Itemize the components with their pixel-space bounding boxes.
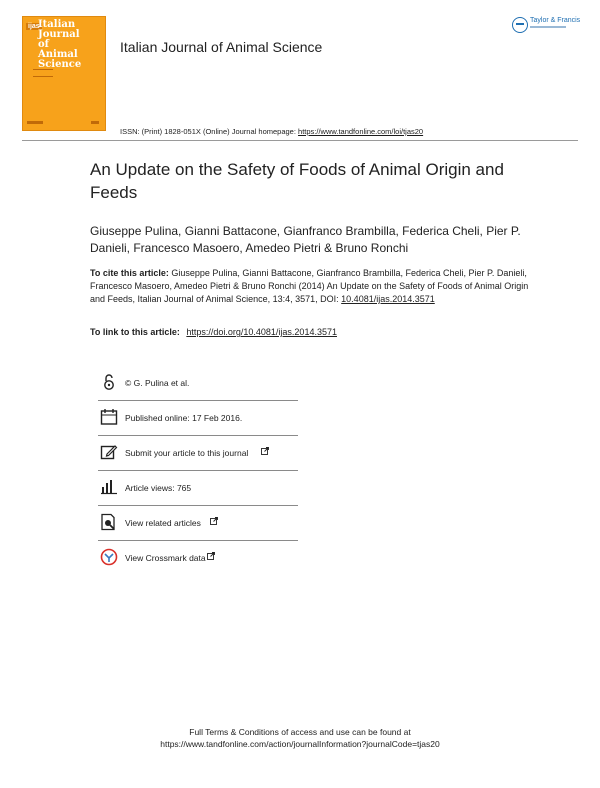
license-text: © G. Pulina et al. — [125, 378, 190, 388]
published-date-text: Published online: 17 Feb 2016. — [125, 413, 243, 423]
list-item-views — [98, 471, 298, 506]
external-link-icon — [210, 517, 218, 525]
external-link-icon — [261, 447, 269, 455]
footer-terms-link[interactable]: https://www.tandfonline.com/action/journalInformation?journalCode=tjas20 — [160, 739, 440, 749]
edit-icon — [100, 443, 118, 461]
submit-article-link[interactable]: Submit your article to this journal — [125, 448, 249, 458]
citation-block — [90, 267, 535, 306]
publisher-logo[interactable] — [512, 17, 582, 37]
article-authors: Giuseppe Pulina, Gianni Battacone, Gianfranco Brambilla, Federica Cheli, Pier P. Danieli, Francesco Masoero, Amedeo Pietri & Bruno Ronchi — [90, 224, 521, 255]
article-link-line — [90, 327, 337, 337]
cover-volume-mark — [33, 69, 53, 77]
list-item-published — [98, 401, 298, 436]
bar-chart-icon — [100, 478, 118, 496]
cover-publisher-mark — [27, 121, 43, 124]
article-info-list — [98, 366, 298, 575]
header-divider — [22, 140, 578, 141]
journal-homepage-link[interactable]: https://www.tandfonline.com/loi/tjas20 — [298, 127, 424, 136]
issn-text: ISSN: (Print) 1828-051X (Online) Journal homepage: — [120, 127, 296, 136]
citation-text: Giuseppe Pulina, Gianni Battacone, Gianfranco Brambilla, Federica Cheli, Pier P. Danieli, Francesco Masoero, Amedeo Pietri & Bruno Ronchi (2014) An Update on the Safety of Foods of Animal Origin and Feeds, Italian Journal of Animal Science, 13:4, 3571, DOI: — [90, 268, 529, 304]
list-item-crossmark[interactable] — [98, 541, 298, 575]
cover-title-line: Animal — [38, 49, 78, 60]
cover-title-line: Italian — [38, 19, 76, 30]
journal-name[interactable]: Italian Journal of Animal Science — [120, 39, 323, 55]
cover-title-line: of — [38, 39, 49, 50]
open-access-icon — [100, 373, 118, 391]
footer — [0, 726, 600, 750]
cover-tag: ijas — [28, 23, 40, 30]
related-articles-link[interactable]: View related articles — [125, 518, 201, 528]
calendar-icon — [100, 408, 118, 426]
list-item-related[interactable] — [98, 506, 298, 541]
crossmark-icon — [100, 548, 118, 566]
crossmark-link[interactable]: View Crossmark data — [125, 553, 206, 563]
publisher-logo-tagline — [530, 26, 566, 28]
issn-line — [120, 127, 423, 136]
citation-label: To cite this article: — [90, 268, 169, 278]
article-views-text: Article views: 765 — [125, 483, 192, 493]
article-link-label: To link to this article: — [90, 327, 180, 337]
cover-title-line: Journal — [38, 29, 80, 40]
external-link-icon — [207, 552, 215, 560]
citation-doi-link[interactable]: 10.4081/ijas.2014.3571 — [341, 294, 435, 304]
list-item-submit[interactable] — [98, 436, 298, 471]
cover-title — [38, 20, 81, 70]
list-item-license — [98, 366, 298, 401]
article-title: An Update on the Safety of Foods of Animal Origin and Feeds — [90, 160, 504, 202]
publisher-logo-text: Taylor & Francis — [530, 17, 581, 24]
footer-terms-text: Full Terms & Conditions of access and use can be found at — [189, 727, 411, 737]
cover-title-line: Science — [38, 59, 82, 70]
journal-cover-image — [22, 16, 106, 131]
article-doi-link[interactable]: https://doi.org/10.4081/ijas.2014.3571 — [186, 327, 337, 337]
search-doc-icon — [100, 513, 118, 531]
publisher-logo-icon — [512, 17, 528, 33]
cover-issue-mark — [91, 121, 99, 124]
